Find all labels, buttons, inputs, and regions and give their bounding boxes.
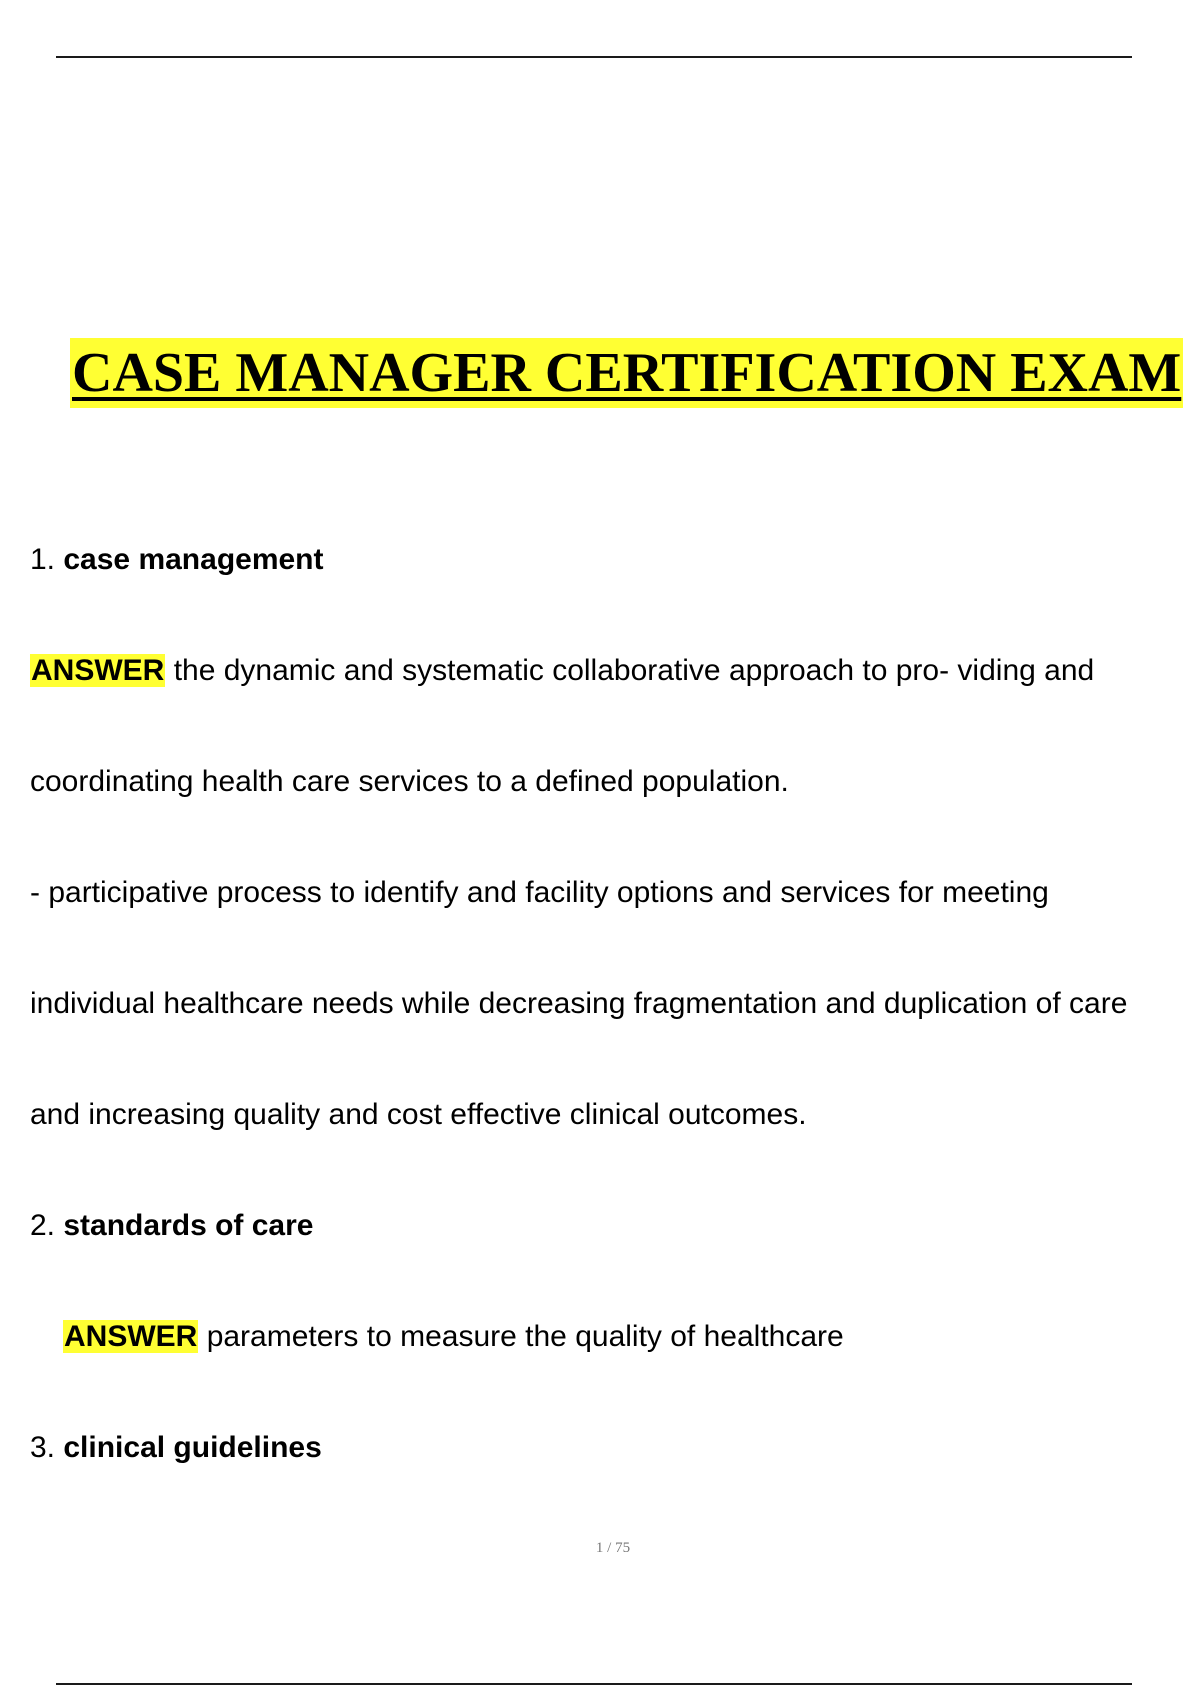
answer-1-line-4: individual healthcare needs while decreasing fragmentation and duplication of care <box>30 987 1128 1020</box>
bottom-rule <box>56 1683 1132 1685</box>
question-number: 1. <box>30 543 56 576</box>
answer-tag: ANSWER <box>31 654 165 687</box>
page-number: 1 / 75 <box>595 1540 631 1556</box>
question-term: clinical guidelines <box>63 1431 322 1464</box>
answer-text: the dynamic and systematic collaborative approach to pro- viding and <box>173 654 1095 687</box>
question-3 <box>30 1428 322 1468</box>
answer-text: parameters to measure the quality of healthcare <box>206 1320 844 1353</box>
question-2 <box>30 1206 313 1246</box>
answer-1-line-5: and increasing quality and cost effective clinical outcomes. <box>30 1098 807 1131</box>
answer-tag: ANSWER <box>64 1320 198 1353</box>
top-rule <box>56 56 1132 58</box>
question-number: 3. <box>30 1431 56 1464</box>
answer-1-line-2: coordinating health care services to a defined population. <box>30 765 789 798</box>
answer-1-line-3: - participative process to identify and facility options and services for meeting <box>30 876 1049 909</box>
answer-2-line-1 <box>63 1317 844 1357</box>
document-title: CASE MANAGER CERTIFICATION EXAM <box>70 338 1183 408</box>
answer-1-line-1 <box>30 651 1094 691</box>
question-1 <box>30 540 324 580</box>
question-number: 2. <box>30 1209 56 1242</box>
question-term: standards of care <box>63 1209 314 1242</box>
question-term: case management <box>63 543 324 576</box>
